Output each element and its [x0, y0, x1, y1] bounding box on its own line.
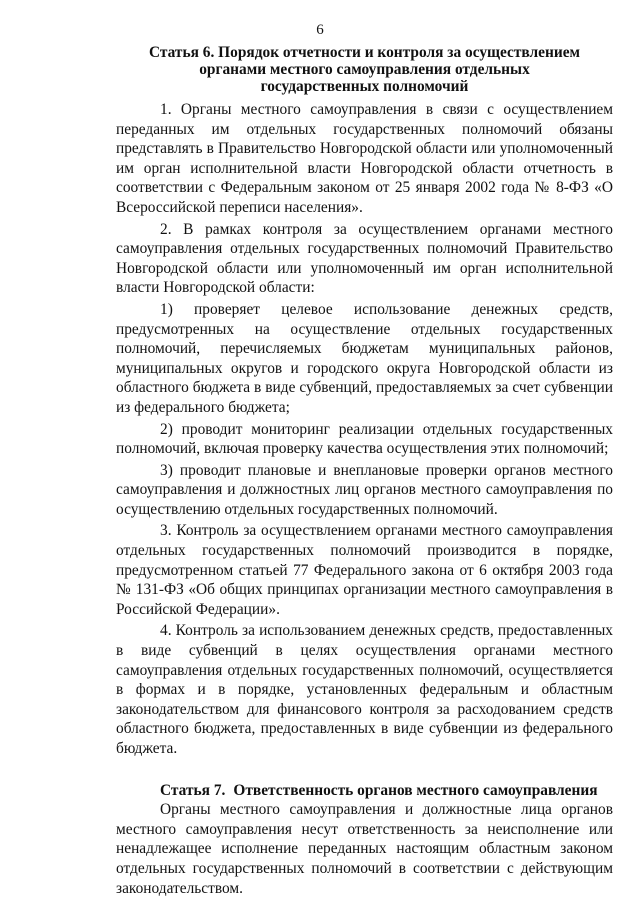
article-7-heading: [116, 781, 613, 801]
article-6-heading-line-3: государственных полномочий: [260, 78, 469, 95]
article-6-subitem-2: 2) проводит мониторинг реализации отдельных государственных полномочий, включая проверку качества осуществления этих полномочий;: [116, 420, 613, 458]
article-6-heading-line-1: Статья 6. Порядок отчетности и контроля за осуществлением: [148, 44, 581, 61]
document-body: [116, 44, 613, 900]
article-6-paragraph-2: 2. В рамках контроля за осуществлением органами местного самоуправления отдельных государственных полномочий Правительство Новгородской области или уполномоченный им орган исполнительной власти Новгородской области:: [116, 220, 613, 297]
article-6-subitem-1: 1) проверяет целевое использование денежных средств, предусмотренных на осуществление отдельных государственных полномочий, перечисляемых бюджетам муниципальных районов, муниципальных округов и городского округа Новгородской области из областного бюджета в виде субвенций, предоставляемых за счет субвенции из федерального бюджета;: [116, 300, 613, 416]
article-6-paragraph-1: 1. Органы местного самоуправления в связи с осуществлением переданных им отдельных государственных полномочий обязаны представлять в Правительство Новгородской области или уполномоченный им орган исполнительной власти Новгородской области отчетность в соответствии с Федеральным законом от 25 января 2002 года № 8-ФЗ «О Всероссийской переписи населения».: [116, 101, 613, 216]
article-6-heading-line-2: органами местного самоуправления отдельных: [199, 61, 530, 78]
article-7-title: Ответственность органов местного самоуправления: [233, 781, 598, 799]
article-7-label: Статья 7.: [160, 781, 226, 799]
article-7-paragraph: Органы местного самоуправления и должностные лица органов местного самоуправления несут ответственность за неисполнение или ненадлежащее исполнение переданных настоящим областным законом отдельных государственных полномочий в соответствии с действующим законодательством.: [116, 801, 613, 897]
article-6-subitem-3: 3) проводит плановые и внеплановые проверки органов местного самоуправления и должностных лиц органов местного самоуправления по осуществлению отдельных государственных полномочий.: [116, 461, 613, 518]
page-number: 6: [316, 22, 324, 38]
article-6-heading: [116, 44, 613, 95]
article-6-paragraph-3: 3. Контроль за осуществлением органами местного самоуправления отдельных государственных полномочий производится в порядке, предусмотренном статьей 77 Федерального закона от 6 октября 2003 года № 131-ФЗ «Об общих принципах организации местного самоуправления в Российской Федерации».: [116, 522, 613, 618]
article-6-paragraph-4: 4. Контроль за использованием денежных средств, предоставленных в виде субвенций в целях осуществления органами местного самоуправления отдельных государственных полномочий, осуществляется в формах и в порядке, установленных федеральным и областным законодательством для финансового контроля за расходованием средств областного бюджета, предоставленных в виде субвенции из федерального бюджета.: [116, 622, 613, 757]
